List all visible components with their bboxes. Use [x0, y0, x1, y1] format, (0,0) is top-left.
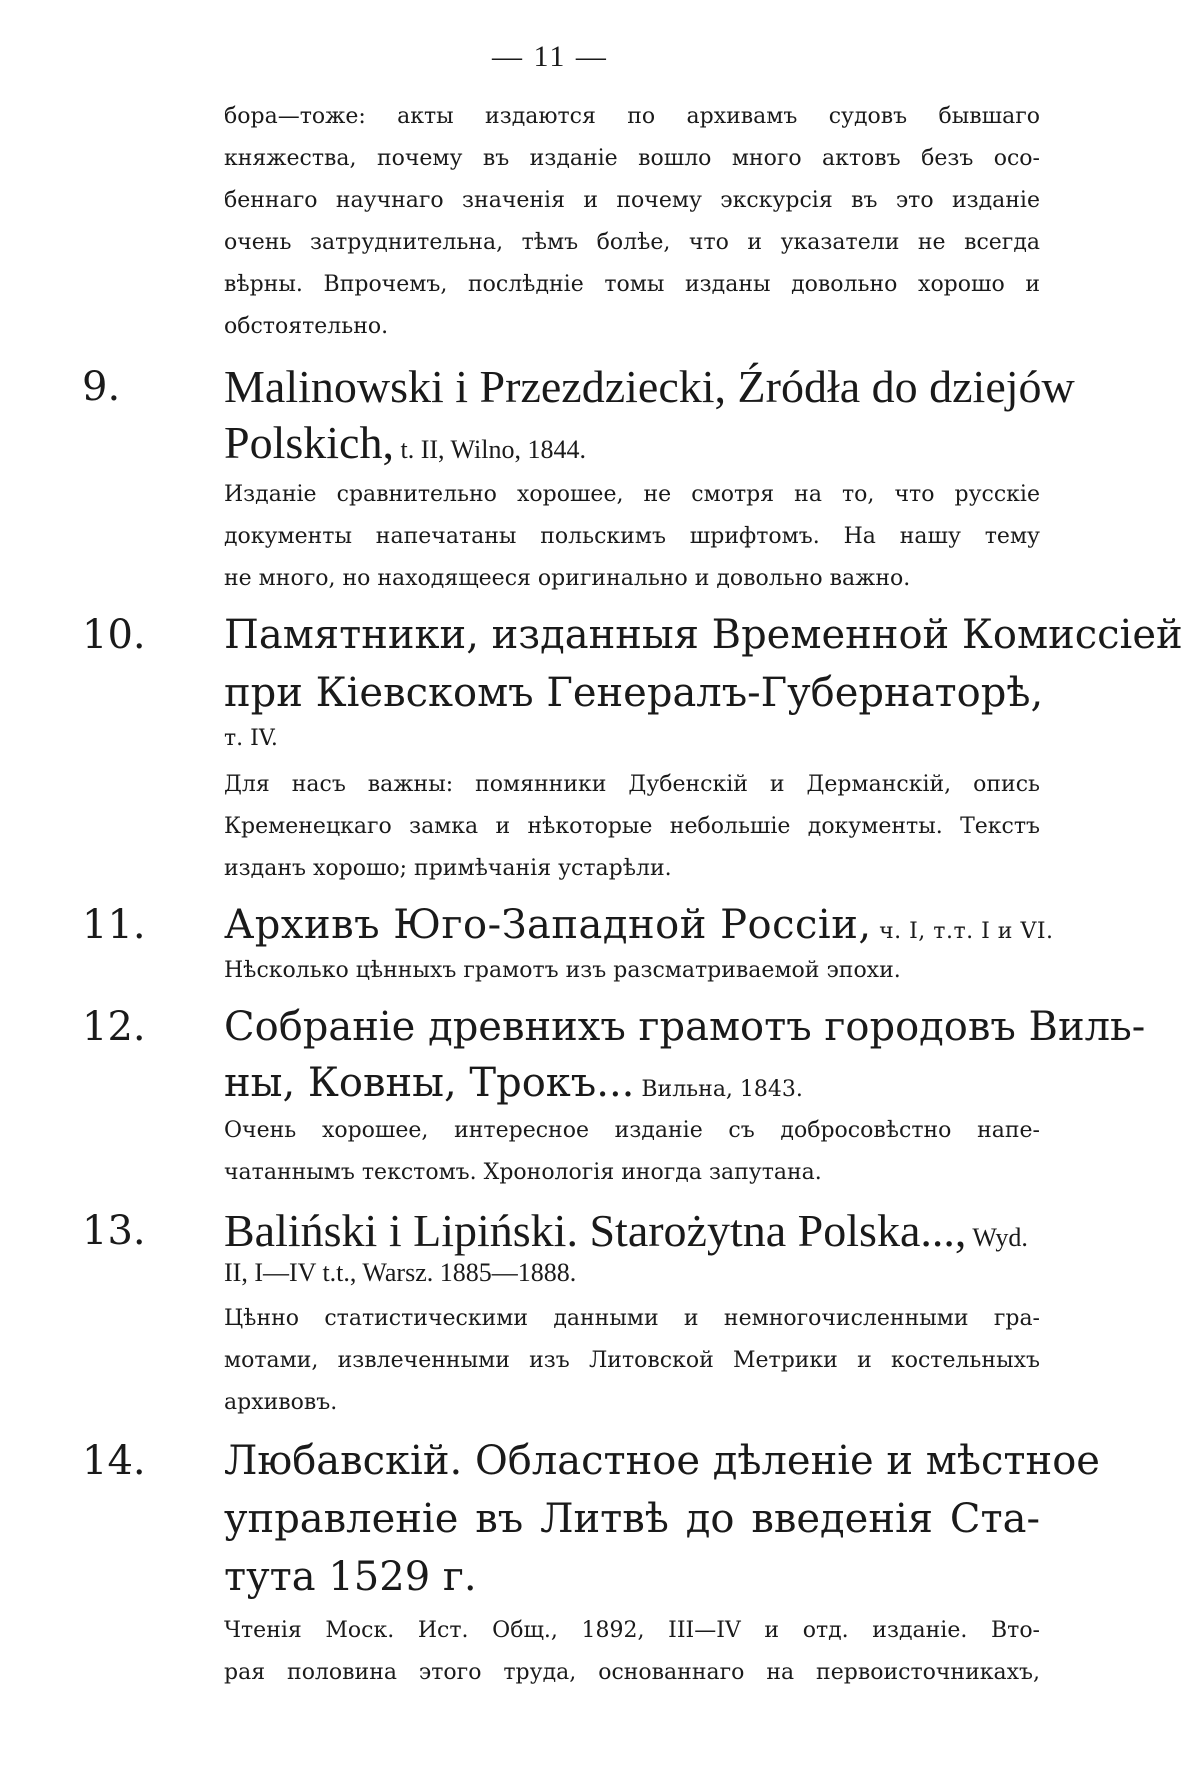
entry-publication-info: II, I—IV t.t., Warsz. 1885—1888. [224, 1258, 577, 1287]
entry-title-line: тута 1529 г. [224, 1554, 477, 1600]
text-line: обстоятельно. [224, 314, 389, 339]
entry-title-text: Polskich, [224, 417, 394, 468]
entry-publication-info: Wyd. [966, 1223, 1028, 1252]
entry-description-line: документы напечатаны польскимъ шрифтомъ. На нашу тему [224, 524, 1040, 549]
entry-number: 12. [82, 1004, 146, 1050]
entry-title-line: управленіе въ Литвѣ до введенія Ста- [224, 1496, 1040, 1542]
entry-description-line: изданъ хорошо; примѣчанія устарѣли. [224, 856, 672, 881]
entry-number: 13. [82, 1208, 146, 1254]
page-number: — 11 — [492, 40, 608, 73]
entry-description-line: Изданіе сравнительно хорошее, не смотря на то, что русскіе [224, 482, 1040, 507]
entry-number: 9. [82, 364, 121, 410]
text-line: княжества, почему въ изданіе вошло много актовъ безъ осо- [224, 146, 1040, 171]
entry-publication-info: t. II, Wilno, 1844. [393, 435, 586, 464]
entry-description-line: чатаннымъ текстомъ. Хронологія иногда запутана. [224, 1160, 822, 1185]
entry-description-line: Для насъ важны: помянники Дубенскій и Дерманскій, опись [224, 772, 1040, 797]
text-line: беннаго научнаго значенія и почему экскурсія въ это изданіе [224, 188, 1040, 213]
entry-number: 11. [82, 902, 146, 948]
text-line: вѣрны. Впрочемъ, послѣдніе томы изданы довольно хорошо и [224, 272, 1040, 297]
entry-description-line: не много, но находящееся оригинально и довольно важно. [224, 566, 911, 591]
entry-description-line: Очень хорошее, интересное изданіе съ добросовѣстно напе- [224, 1118, 1040, 1143]
text-line: бора—тоже: акты издаются по архивамъ судовъ бывшаго [224, 104, 1040, 129]
entry-publication-info: т. IV. [224, 726, 278, 751]
entry-description-line: Нѣсколько цѣнныхъ грамотъ изъ разсматриваемой эпохи. [224, 958, 901, 983]
entry-title-text: ны, Ковны, Трокъ... [224, 1060, 635, 1106]
entry-description-line: Кременецкаго замка и нѣкоторые небольшіе документы. Текстъ [224, 814, 1040, 839]
entry-title-line: Памятники, изданныя Временной Комиссіей [224, 612, 1183, 658]
entry-description-line: архивовъ. [224, 1390, 338, 1415]
entry-title-text: Архивъ Юго-Западной Россіи, [224, 902, 872, 948]
entry-title-line: Любавскій. Областное дѣленіе и мѣстное [224, 1438, 1100, 1484]
entry-publication-info: Вильна, 1843. [634, 1077, 803, 1102]
text-line: очень затруднительна, тѣмъ болѣе, что и указатели не всегда [224, 230, 1040, 255]
entry-number: 14. [82, 1438, 146, 1484]
entry-description-line: Чтенія Моск. Ист. Общ., 1892, III—IV и отд. изданіе. Вто- [224, 1618, 1040, 1643]
entry-publication-info: ч. I, т.т. I и VI. [871, 919, 1054, 944]
entry-title-text: Baliński i Lipiński. Starożytna Polska..., [224, 1205, 967, 1256]
entry-title-line: Malinowski i Przezdziecki, Źródła do dziejów [224, 361, 1075, 412]
entry-title-line: Собраніе древнихъ грамотъ городовъ Виль- [224, 1004, 1146, 1050]
entry-description-line: рая половина этого труда, основаннаго на первоисточникахъ, [224, 1660, 1040, 1685]
entry-description-line: Цѣнно статистическими данными и немногочисленными гра- [224, 1306, 1040, 1331]
entry-title-line [224, 414, 1040, 479]
entry-title-line: при Кіевскомъ Генералъ-Губернаторѣ, [224, 670, 1044, 716]
entry-number: 10. [82, 612, 146, 658]
entry-description-line: мотами, извлеченными изъ Литовской Метрики и костельныхъ [224, 1348, 1040, 1373]
